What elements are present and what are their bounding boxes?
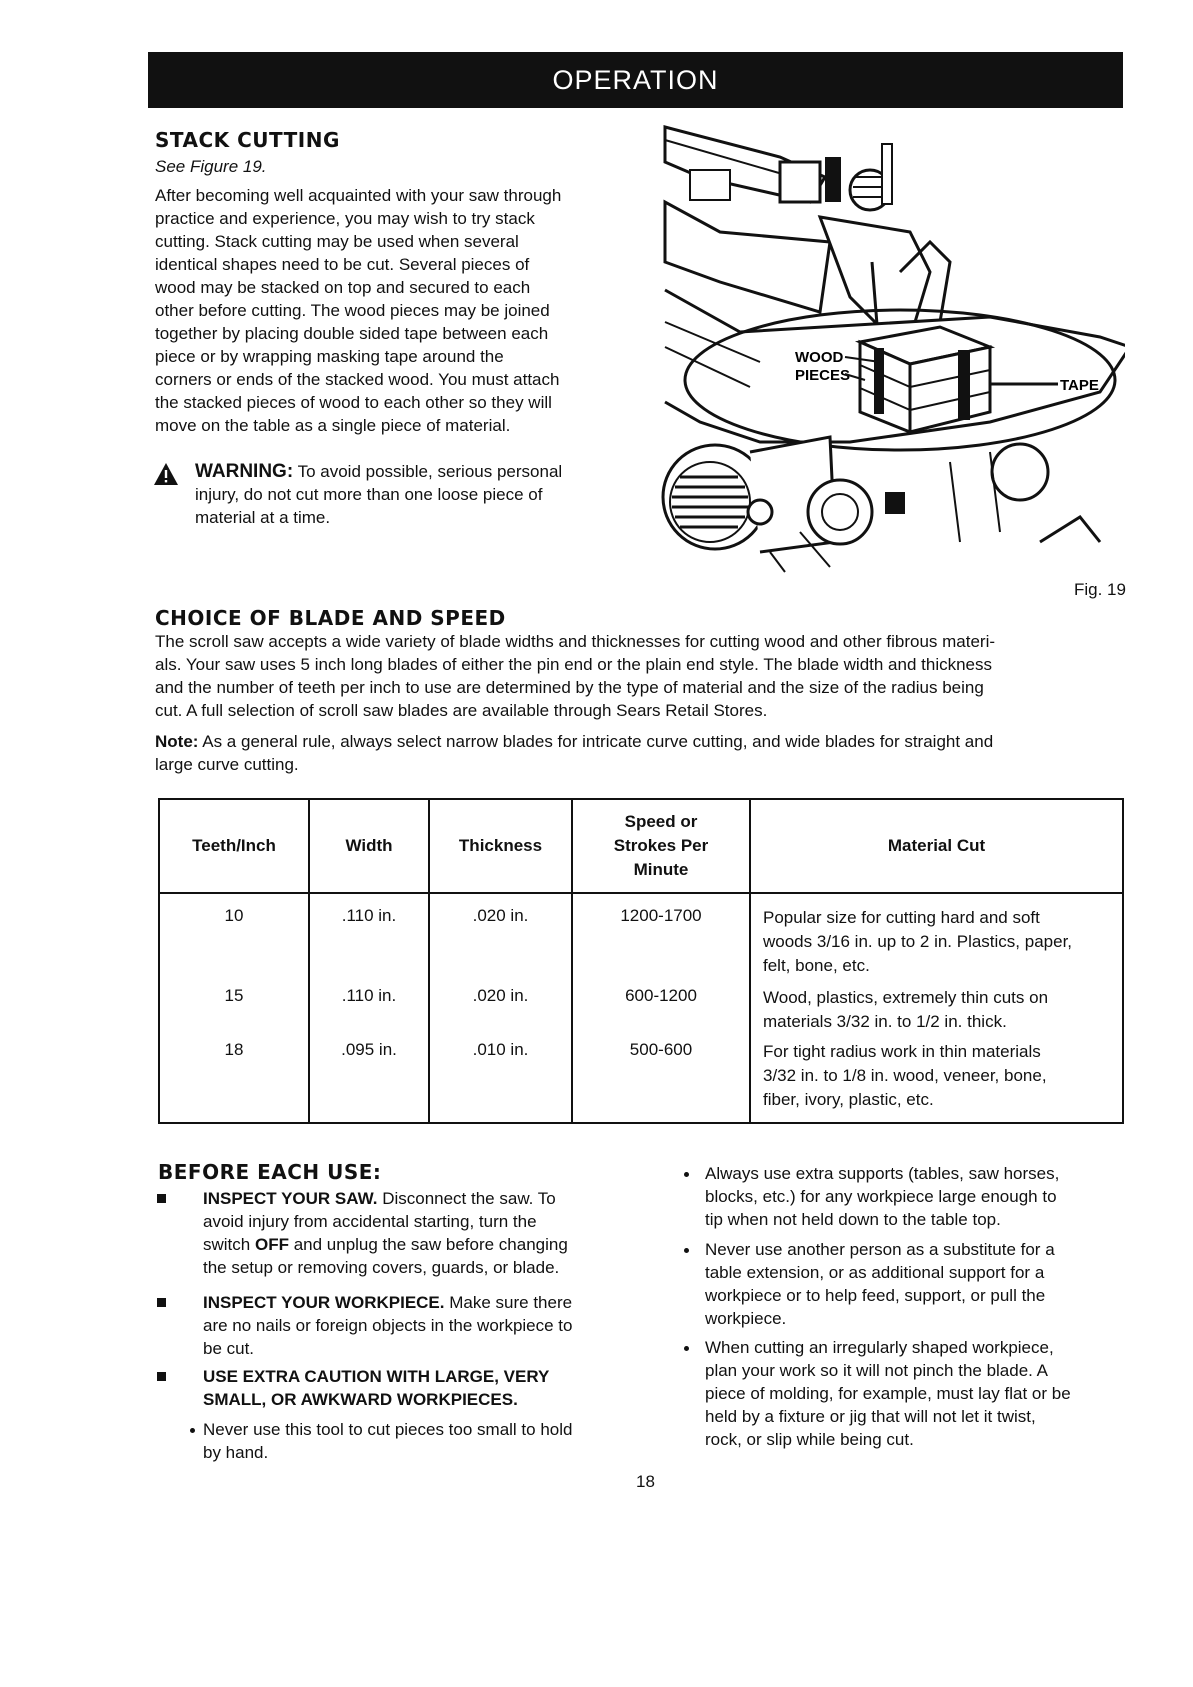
item-text: Never use another person as a substitute for a bbox=[705, 1240, 1055, 1259]
stack-cutting-body bbox=[155, 184, 635, 437]
cell-thickness: .010 in. bbox=[429, 1034, 572, 1123]
item-text: be cut. bbox=[203, 1339, 255, 1358]
item-text: workpiece or to help feed, support, or pull the bbox=[705, 1286, 1046, 1305]
bullet-dot-icon bbox=[684, 1248, 689, 1253]
body-line: corners or ends of the stacked wood. You must attach bbox=[155, 370, 560, 389]
cell-width: .110 in. bbox=[309, 893, 429, 980]
cell-teeth: 18 bbox=[224, 1040, 244, 1060]
bullet-dot-icon bbox=[684, 1346, 689, 1351]
col-header-width: Width bbox=[309, 799, 429, 893]
material-line: materials 3/32 in. to 1/2 in. thick. bbox=[763, 1011, 1007, 1031]
item-text: tip when not held down to the table top. bbox=[705, 1210, 1001, 1229]
material-line: woods 3/16 in. up to 2 in. Plastics, paper, bbox=[763, 932, 1073, 951]
note-text: large curve cutting. bbox=[155, 755, 299, 774]
item-bold: INSPECT YOUR WORKPIECE. bbox=[203, 1293, 445, 1312]
body-line: piece or by wrapping masking tape around the bbox=[155, 347, 504, 366]
cell-speed: 1200-1700 bbox=[572, 893, 750, 980]
blade-selection-table bbox=[158, 798, 1124, 1124]
item-text: and unplug the saw before changing bbox=[288, 1235, 568, 1254]
col-header-teeth: Teeth/Inch bbox=[159, 799, 309, 893]
bullet-dot-icon bbox=[190, 1428, 195, 1433]
before-use-heading: BEFORE EACH USE: bbox=[158, 1160, 382, 1184]
warning-title: WARNING: bbox=[195, 461, 294, 482]
item-text: the setup or removing covers, guards, or blade. bbox=[203, 1258, 560, 1277]
warning-triangle-icon bbox=[153, 462, 179, 486]
material-line: Popular size for cutting hard and soft bbox=[763, 908, 1040, 927]
body-line: practice and experience, you may wish to try stack bbox=[155, 209, 535, 228]
blade-speed-body bbox=[155, 630, 1130, 722]
col-header-speed bbox=[572, 799, 750, 893]
item-text: Disconnect the saw. To bbox=[382, 1189, 556, 1208]
bullet-dot-icon bbox=[684, 1172, 689, 1177]
label-wood: WOOD bbox=[795, 349, 844, 366]
cell-material bbox=[750, 893, 1123, 980]
item-text: blocks, etc.) for any workpiece large enough to bbox=[705, 1187, 1057, 1206]
body-line: wood may be stacked on top and secured to each bbox=[155, 278, 531, 297]
table-row bbox=[159, 893, 1123, 980]
body-line: together by placing double sided tape between each bbox=[155, 324, 549, 343]
item-text: held by a fixture or jig that will not let it twist, bbox=[705, 1407, 1036, 1426]
before-use-right-item bbox=[705, 1336, 1145, 1451]
warning-line: To avoid possible, serious personal bbox=[297, 462, 563, 481]
table-row bbox=[159, 980, 1123, 1035]
item-text: Never use this tool to cut pieces too small to hold bbox=[203, 1420, 573, 1439]
cell-teeth: 15 bbox=[224, 985, 244, 1005]
cell-teeth: 10 bbox=[224, 906, 244, 925]
item-bold: OFF bbox=[254, 1235, 289, 1254]
body-line: als. Your saw uses 5 inch long blades of either the pin end or the plain end style. The blade width and thickness bbox=[155, 655, 993, 674]
note-text: As a general rule, always select narrow blades for intricate curve cutting, and wide blades for straight and bbox=[202, 732, 994, 751]
before-use-right-item bbox=[705, 1238, 1145, 1330]
stacked-wood bbox=[860, 327, 990, 432]
col-header-material: Material Cut bbox=[750, 799, 1123, 893]
material-line: Wood, plastics, extremely thin cuts on bbox=[763, 987, 1049, 1007]
item-text: When cutting an irregularly shaped workpiece, bbox=[705, 1338, 1054, 1357]
cell-thickness: .020 in. bbox=[429, 980, 572, 1035]
cell-speed: 500-600 bbox=[572, 1034, 750, 1123]
section-header: OPERATION bbox=[148, 52, 1123, 108]
cell-width: .095 in. bbox=[309, 1034, 429, 1123]
body-line: cutting. Stack cutting may be used when several bbox=[155, 232, 519, 251]
item-bold: INSPECT YOUR SAW. bbox=[203, 1189, 378, 1208]
blade-speed-note bbox=[155, 730, 1130, 776]
item-text: plan your work so it will not pinch the blade. A bbox=[705, 1361, 1049, 1380]
item-text: avoid injury from accidental starting, turn the bbox=[203, 1212, 537, 1231]
item-bold: SMALL, OR AWKWARD WORKPIECES. bbox=[203, 1390, 518, 1409]
warning-text bbox=[195, 460, 625, 529]
page-number: 18 bbox=[636, 1472, 655, 1491]
body-line: and the number of teeth per inch to use are determined by the type of material and the size of the radius being bbox=[155, 678, 984, 697]
material-line: felt, bone, etc. bbox=[763, 956, 870, 975]
cell-speed: 600-1200 bbox=[572, 980, 750, 1035]
header-line: Minute bbox=[633, 860, 689, 879]
stack-cutting-heading: STACK CUTTING bbox=[155, 128, 340, 152]
item-text: piece of molding, for example, must lay flat or be bbox=[705, 1384, 1071, 1403]
item-bold: USE EXTRA CAUTION WITH LARGE, VERY bbox=[203, 1367, 550, 1386]
body-line: move on the table as a single piece of material. bbox=[155, 416, 511, 435]
item-text: Make sure there bbox=[449, 1293, 573, 1312]
body-line: cut. A full selection of scroll saw blades are available through Sears Retail Stores. bbox=[155, 701, 768, 720]
before-use-item-inspect-saw bbox=[203, 1187, 643, 1279]
body-line: identical shapes need to be cut. Several pieces of bbox=[155, 255, 530, 274]
item-text: switch bbox=[203, 1235, 255, 1254]
note-label: Note: bbox=[155, 732, 199, 751]
item-text: rock, or slip while being cut. bbox=[705, 1430, 914, 1449]
body-line: other before cutting. The wood pieces may be joined bbox=[155, 301, 550, 320]
cell-width: .110 in. bbox=[309, 980, 429, 1035]
col-header-thickness: Thickness bbox=[429, 799, 572, 893]
before-use-item-extra-caution bbox=[203, 1365, 643, 1411]
cell-thickness: .020 in. bbox=[429, 893, 572, 980]
warning-line: material at a time. bbox=[195, 508, 331, 527]
scroll-saw-figure bbox=[660, 122, 1125, 582]
material-line: For tight radius work in thin materials bbox=[763, 1042, 1041, 1062]
item-text: are no nails or foreign objects in the workpiece to bbox=[203, 1316, 573, 1335]
body-line: the stacked pieces of wood to each other so they will bbox=[155, 393, 552, 412]
square-bullet-icon bbox=[157, 1298, 166, 1307]
see-figure-ref: See Figure 19. bbox=[155, 157, 267, 176]
header-line: Speed or bbox=[624, 812, 698, 831]
table-header-row bbox=[159, 799, 1123, 893]
item-text: workpiece. bbox=[705, 1309, 787, 1328]
square-bullet-icon bbox=[157, 1194, 166, 1203]
table-row bbox=[159, 1034, 1123, 1123]
item-text: table extension, or as additional support for a bbox=[705, 1263, 1045, 1282]
before-use-right-item bbox=[705, 1162, 1145, 1231]
before-use-subitem-small-pieces bbox=[203, 1418, 643, 1464]
item-text: Always use extra supports (tables, saw horses, bbox=[705, 1164, 1060, 1183]
figure-caption: Fig. 19 bbox=[1074, 580, 1126, 599]
blade-speed-heading: CHOICE OF BLADE AND SPEED bbox=[155, 606, 506, 630]
item-text: by hand. bbox=[203, 1443, 269, 1462]
body-line: After becoming well acquainted with your saw through bbox=[155, 186, 562, 205]
body-line: The scroll saw accepts a wide variety of blade widths and thicknesses for cutting wood and other fibrous materi- bbox=[155, 632, 996, 651]
label-tape: TAPE bbox=[1060, 377, 1099, 394]
cell-material bbox=[750, 980, 1123, 1035]
header-line: Strokes Per bbox=[613, 836, 709, 855]
label-pieces: PIECES bbox=[795, 367, 851, 384]
warning-line: injury, do not cut more than one loose piece of bbox=[195, 485, 543, 504]
material-line: 3/32 in. to 1/8 in. wood, veneer, bone, bbox=[763, 1066, 1047, 1086]
material-line: fiber, ivory, plastic, etc. bbox=[763, 1090, 934, 1110]
before-use-item-inspect-workpiece bbox=[203, 1291, 643, 1360]
cell-material bbox=[750, 1034, 1123, 1123]
square-bullet-icon bbox=[157, 1372, 166, 1381]
